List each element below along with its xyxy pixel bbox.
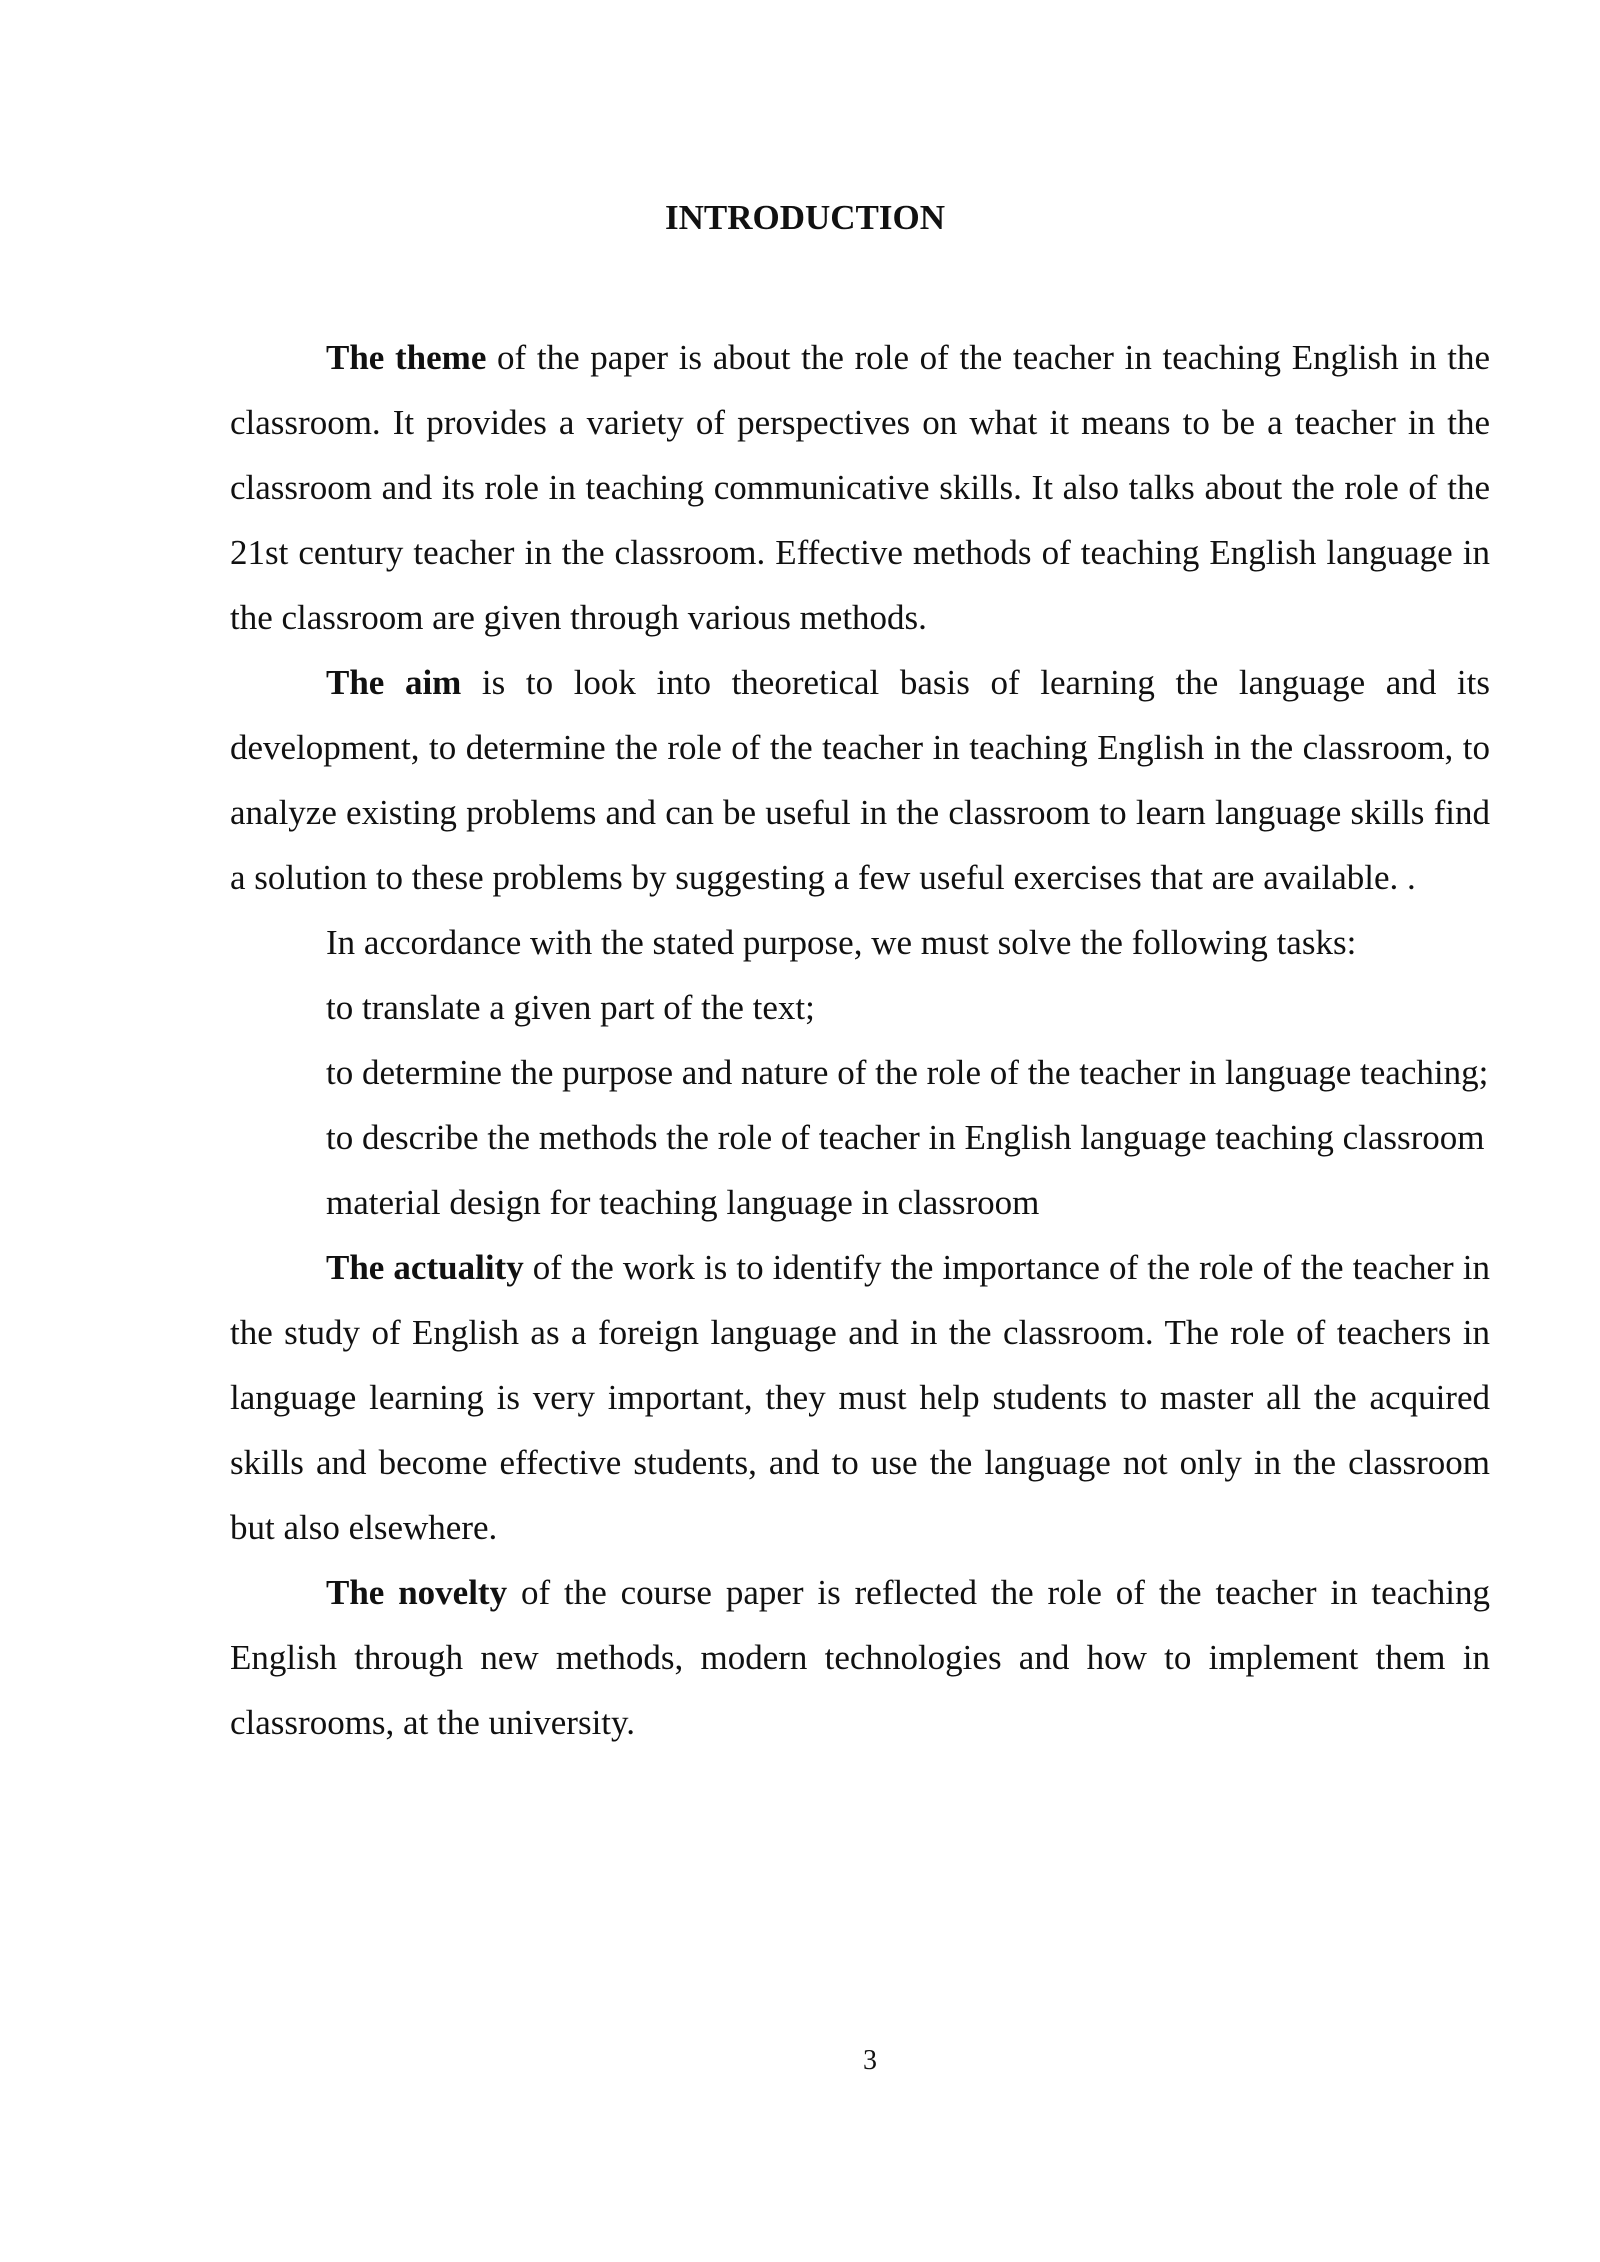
paragraph-theme bbox=[230, 325, 1490, 650]
page-number: 3 bbox=[863, 2045, 877, 2076]
paragraph-novelty bbox=[230, 1560, 1490, 1755]
paragraph-lead: The theme bbox=[326, 338, 487, 377]
paragraph-lead: The actuality bbox=[326, 1248, 524, 1287]
page-title: INTRODUCTION bbox=[664, 198, 946, 237]
task-item bbox=[230, 1040, 1490, 1105]
paragraph-text: to describe the methods the role of teacher in English language teaching classroom bbox=[326, 1118, 1485, 1157]
task-item bbox=[230, 1170, 1490, 1235]
paragraph-text: In accordance with the stated purpose, we must solve the following tasks: bbox=[326, 923, 1357, 962]
paragraph-actuality bbox=[230, 1235, 1490, 1560]
paragraph-text: of the work is to identify the importance of the role of the teacher in the study of English as a foreign language and in the classroom. The role of teachers in language learning is very important, they must help students to master all the acquired skills and become effective students, and to use the language not only in the classroom but also elsewhere. bbox=[230, 1248, 1491, 1547]
task-item bbox=[230, 1105, 1490, 1170]
paragraph-text: to determine the purpose and nature of the role of the teacher in language teaching; bbox=[326, 1053, 1489, 1092]
paragraph-text: of the course paper is reflected the role of the teacher in teaching English through new methods, modern technologies and how to implement them in classrooms, at the university. bbox=[230, 1573, 1490, 1742]
paragraph-text: of the paper is about the role of the teacher in teaching English in the classroom. It provides a variety of perspectives on what it means to be a teacher in the classroom and its role in teaching communicative skills. It also talks about the role of the 21st century teacher in the classroom. Effective methods of teaching English language in the classroom are given through various methods. bbox=[230, 338, 1490, 637]
paragraph-text: material design for teaching language in classroom bbox=[326, 1183, 1040, 1222]
paragraph-lead: The novelty bbox=[326, 1573, 508, 1612]
paragraph-tasks-intro bbox=[230, 910, 1490, 975]
document-body bbox=[230, 325, 1490, 1755]
task-item bbox=[230, 975, 1490, 1040]
paragraph-aim bbox=[230, 650, 1490, 910]
paragraph-text: to translate a given part of the text; bbox=[326, 988, 815, 1027]
paragraph-lead: The aim bbox=[326, 663, 462, 702]
paragraph-text: is to look into theoretical basis of learning the language and its development, to determine the role of the teacher in teaching English in the classroom, to analyze existing problems and can be useful in the classroom to learn language skills find a solution to these problems by suggesting a few useful exercises that are available. . bbox=[230, 663, 1490, 897]
